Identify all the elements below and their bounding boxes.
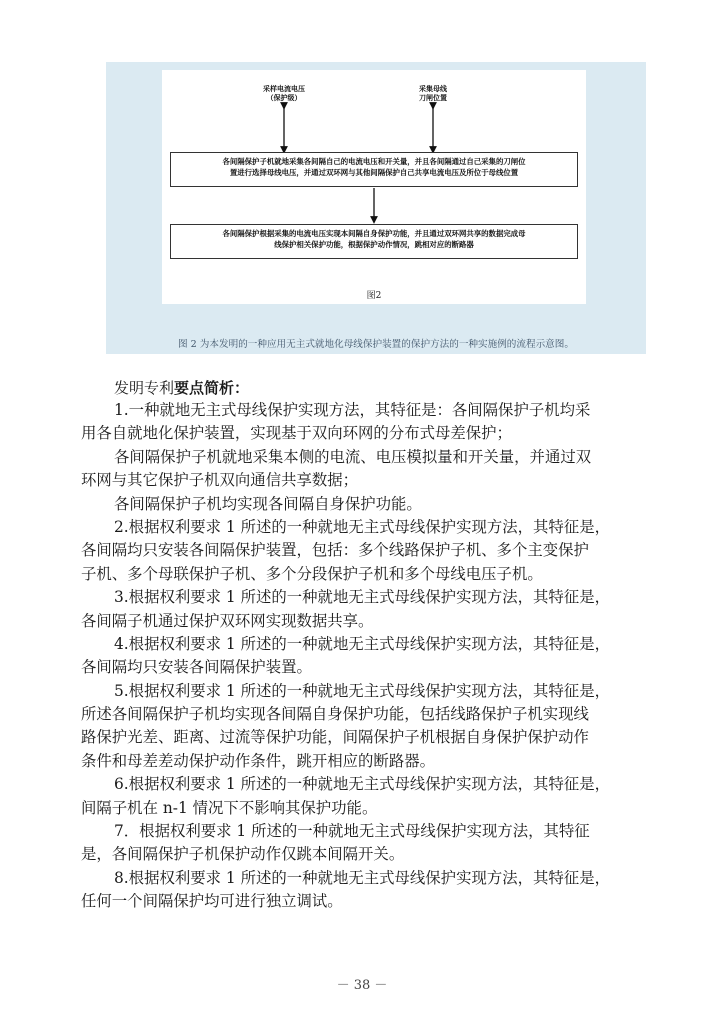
box-line: 各间隔保护子机就地采集各间隔自己的电流电压和开关量，并且各间隔通过自己采集的刀闸位 <box>222 157 526 166</box>
claim-4-line-1: 4.根据权利要求 1 所述的一种就地无主式母线保护实现方法，其特征是， <box>114 634 610 653</box>
box-line: 各间隔保护根据采集的电流电压实现本间隔自身保护功能，并且通过双环网共享的数据完成母 <box>222 229 526 238</box>
claim-1b-line-1: 各间隔保护子机就地采集本侧的电流、电压模拟量和开关量，并通过双 <box>114 447 592 466</box>
claim-1b-line-2: 环网与其它保护子机双向通信共享数据； <box>81 471 359 490</box>
figure-panel <box>106 62 646 354</box>
claim-8-line-2: 任何一个间隔保护均可进行独立调试。 <box>81 892 343 911</box>
section-title-bold: 要点简析： <box>174 379 250 397</box>
figure-number: 图2 <box>366 291 382 301</box>
flow-arrows <box>162 70 586 304</box>
claim-6-line-2: 间隔子机在 n-1 情况下不影响其保护功能。 <box>81 798 378 817</box>
claim-5-line-1: 5.根据权利要求 1 所述的一种就地无主式母线保护实现方法，其特征是， <box>114 681 610 700</box>
collection-step-box <box>170 152 578 187</box>
claim-8-line-1: 8.根据权利要求 1 所述的一种就地无主式母线保护实现方法，其特征是， <box>114 868 610 887</box>
box-line: 置进行选择母线电压，并通过双环网与其他间隔保护自己共享电流电压及所位于母线位置 <box>229 168 519 177</box>
claim-5-line-3: 路保护光差、距离、过流等保护功能，间隔保护子机根据自身保护保护动作 <box>81 728 589 747</box>
claim-5-line-4: 条件和母差差动保护动作条件，跳开相应的断路器。 <box>81 751 435 770</box>
flowchart-figure <box>162 70 586 304</box>
claim-2-line-2: 各间隔均只安装各间隔保护装置，包括：多个线路保护子机、多个主变保护 <box>81 541 589 560</box>
claim-5-line-2: 所述各间隔保护子机均实现各间隔自身保护功能，包括线路保护子机实现线 <box>81 705 589 724</box>
claim-2-line-1: 2.根据权利要求 1 所述的一种就地无主式母线保护实现方法，其特征是， <box>114 517 610 536</box>
claim-7-line-1: 7．根据权利要求 1 所述的一种就地无主式母线保护实现方法，其特征 <box>114 822 590 841</box>
label-line: 刀闸位置 <box>419 93 447 102</box>
claims-body <box>81 399 651 914</box>
claim-3-line-1: 3.根据权利要求 1 所述的一种就地无主式母线保护实现方法，其特征是， <box>114 588 610 607</box>
claim-1c-line-1: 各间隔保护子机均实现各间隔自身保护功能。 <box>114 494 422 513</box>
claim-2-line-3: 子机、多个母联保护子机、多个分段保护子机和多个母线电压子机。 <box>81 564 543 583</box>
claim-1-line-2: 用各自就地化保护装置，实现基于双向环网的分布式母差保护； <box>81 424 512 443</box>
label-line: 采样电流电压 <box>263 84 305 93</box>
claim-6-line-1: 6.根据权利要求 1 所述的一种就地无主式母线保护实现方法，其特征是， <box>114 775 610 794</box>
protection-step-box <box>170 224 578 259</box>
figure-caption: 图 2 为本发明的一种应用无主式就地化母线保护装置的保护方法的一种实施例的流程示意图。 <box>178 339 574 350</box>
section-title-prefix: 发明专利 <box>114 379 175 397</box>
claim-1-line-1: 1.一种就地无主式母线保护实现方法，其特征是：各间隔保护子机均采 <box>114 401 591 419</box>
label-line: 采集母线 <box>419 84 447 93</box>
box-line: 线保护相关保护功能，根据保护动作情况，跳相对应的断路器 <box>274 240 474 249</box>
claim-3-line-2: 各间隔子机通过保护双环网实现数据共享。 <box>81 611 374 630</box>
page-number: － 38 － <box>336 978 388 993</box>
section-title <box>114 377 249 398</box>
claim-7-line-2: 是，各间隔保护子机保护动作仅跳本间隔开关。 <box>81 845 405 864</box>
claim-4-line-2: 各间隔均只安装各间隔保护装置。 <box>81 658 312 677</box>
label-line: （保护级） <box>266 93 302 102</box>
